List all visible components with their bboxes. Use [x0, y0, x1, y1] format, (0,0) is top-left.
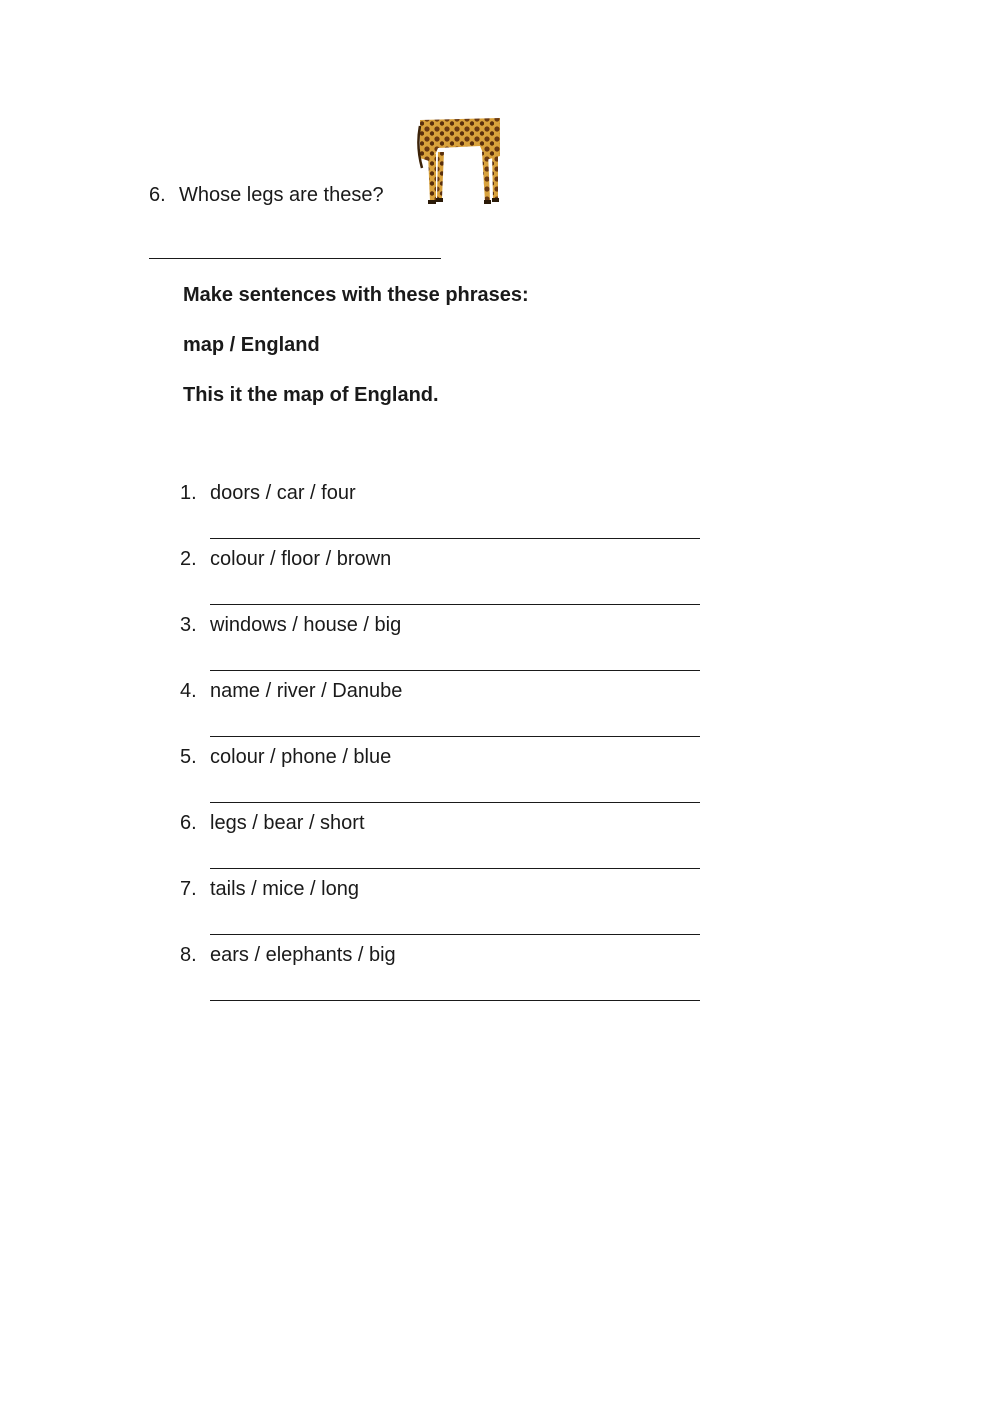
- item-number: 1.: [180, 482, 197, 504]
- item-number: 3.: [180, 614, 197, 636]
- question-number: 6.: [149, 184, 166, 206]
- answer-line[interactable]: [210, 802, 700, 803]
- answer-line[interactable]: [210, 670, 700, 671]
- giraffe-legs-image: [414, 116, 504, 208]
- answer-line[interactable]: [210, 538, 700, 539]
- list-item: [180, 548, 720, 614]
- list-item: [180, 812, 720, 878]
- list-item: [180, 944, 720, 1010]
- item-number: 6.: [180, 812, 197, 834]
- answer-line[interactable]: [210, 1000, 700, 1001]
- example-sentence: This it the map of England.: [183, 384, 439, 406]
- answer-line[interactable]: [210, 736, 700, 737]
- answer-line[interactable]: [210, 604, 700, 605]
- item-number: 8.: [180, 944, 197, 966]
- item-phrase: tails / mice / long: [210, 878, 359, 900]
- list-item: [180, 878, 720, 944]
- example-phrase: map / England: [183, 334, 320, 356]
- item-phrase: colour / floor / brown: [210, 548, 392, 570]
- item-phrase: legs / bear / short: [210, 812, 365, 834]
- list-item: [180, 746, 720, 812]
- item-phrase: name / river / Danube: [210, 680, 403, 702]
- answer-line[interactable]: [210, 934, 700, 935]
- item-phrase: windows / house / big: [210, 614, 402, 636]
- instruction-heading: Make sentences with these phrases:: [183, 284, 529, 306]
- item-number: 2.: [180, 548, 197, 570]
- question-text: Whose legs are these?: [179, 184, 384, 206]
- exercise-list: [180, 482, 720, 1010]
- list-item: [180, 614, 720, 680]
- item-number: 5.: [180, 746, 197, 768]
- answer-line[interactable]: [210, 868, 700, 869]
- list-item: [180, 680, 720, 746]
- answer-line-question-6[interactable]: [149, 258, 441, 259]
- question-6: [149, 184, 384, 207]
- item-phrase: doors / car / four: [210, 482, 356, 504]
- item-number: 7.: [180, 878, 197, 900]
- list-item: [180, 482, 720, 548]
- item-number: 4.: [180, 680, 197, 702]
- item-phrase: colour / phone / blue: [210, 746, 392, 768]
- item-phrase: ears / elephants / big: [210, 944, 396, 966]
